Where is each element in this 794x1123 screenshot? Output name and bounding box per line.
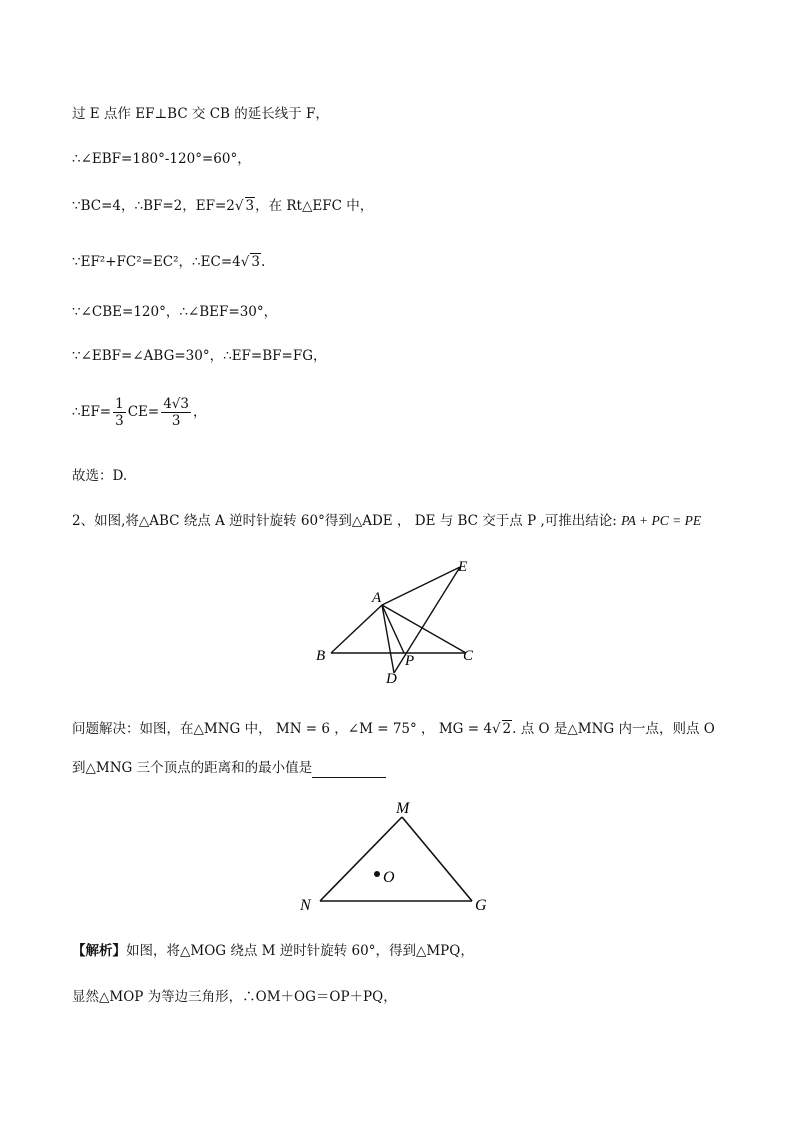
question-4-text: 到△MNG 三个顶点的距离和的最小值是	[72, 760, 313, 776]
segment-mg	[402, 817, 472, 901]
fraction-4sqrt3-over-3	[161, 396, 191, 429]
figure-triangle-mng	[290, 795, 510, 920]
label-n: N	[300, 897, 311, 914]
text-line-4c: .	[260, 254, 266, 270]
point-o	[374, 871, 380, 877]
label-g: G	[475, 897, 487, 914]
text-line-1: 过 E 点作 EF⊥BC 交 CB 的延长线于 F，	[72, 106, 329, 122]
segment-ad	[382, 605, 394, 673]
text-line-5: ∵∠CBE=120°，∴∠BEF=30°，	[72, 304, 278, 320]
sqrt-symbol: √	[234, 198, 244, 214]
text-line-3	[72, 196, 373, 216]
label-m: M	[396, 800, 410, 817]
text-line-3c: ，在 Rt△EFC 中，	[255, 198, 374, 214]
question-3	[72, 719, 715, 739]
sqrt-radicand: 3	[251, 254, 260, 270]
fraction-one-third	[113, 396, 126, 429]
question-2-text: 2、如图,将△ABC 绕点 A 逆时针旋转 60°得到△ADE ， DE 与 BC 交于点 P ,可推出结论:	[72, 513, 622, 529]
fraction-numerator: 4√3	[163, 396, 189, 412]
label-e: E	[458, 559, 468, 575]
text-line-3a: ∵BC=4，∴BF=2，EF=2	[72, 198, 235, 214]
sqrt-radicand: 3	[245, 198, 255, 214]
text-line-4	[72, 252, 265, 272]
question-3-text-c: . 点 O 是△MNG 内一点，则点 O	[512, 721, 715, 737]
figure2-lines	[320, 817, 472, 901]
fraction-denominator: 3	[171, 413, 181, 429]
solution-text-1: 如图，将△MOG 绕点 M 逆时针旋转 60°，得到△MPQ，	[126, 943, 474, 959]
text-line-4a: ∵EF²+FC²=EC²，∴EC=4	[72, 254, 241, 270]
label-c: C	[463, 648, 474, 664]
question-4	[72, 758, 386, 778]
figure1-lines	[331, 567, 466, 673]
sqrt-symbol: √	[240, 254, 250, 270]
label-a: A	[372, 590, 382, 606]
text-line-7b: CE=	[127, 404, 160, 420]
label-b: B	[316, 648, 326, 664]
fraction-numerator: 1	[115, 396, 124, 412]
question-3-text-a: 问题解决：如图，在△MNG 中， MN = 6 ，∠M = 75° ， MG = 4	[72, 721, 492, 737]
text-line-7a: ∴EF=	[72, 404, 112, 420]
solution-line-1	[72, 941, 474, 961]
text-line-7c: ，	[193, 404, 207, 420]
segment-ap	[382, 605, 404, 653]
text-line-6: ∵∠EBF=∠ABG=30°，∴EF=BF=FG，	[72, 348, 327, 364]
text-line-2: ∴∠EBF=180°-120°=60°，	[72, 151, 251, 167]
figure-triangle-abc-rotation	[310, 555, 490, 690]
label-d: D	[386, 671, 397, 687]
text-line-7	[72, 392, 207, 432]
segment-nm	[320, 817, 402, 901]
label-p: P	[405, 653, 415, 669]
sqrt-radicand: 2	[502, 721, 512, 737]
answer-blank	[312, 763, 386, 778]
segment-ab	[331, 605, 382, 653]
label-o: O	[383, 869, 395, 886]
segment-ac	[382, 605, 466, 653]
question-2	[72, 511, 701, 531]
solution-line-2: 显然△MOP 为等边三角形，∴OM＋OG＝OP＋PQ，	[72, 989, 397, 1005]
question-2-conclusion: PA + PC = PE	[621, 513, 702, 528]
fraction-denominator: 3	[115, 413, 124, 429]
solution-heading: 【解析】	[72, 943, 126, 959]
sqrt-symbol: √	[491, 721, 501, 737]
text-line-8: 故选：D.	[72, 468, 128, 484]
